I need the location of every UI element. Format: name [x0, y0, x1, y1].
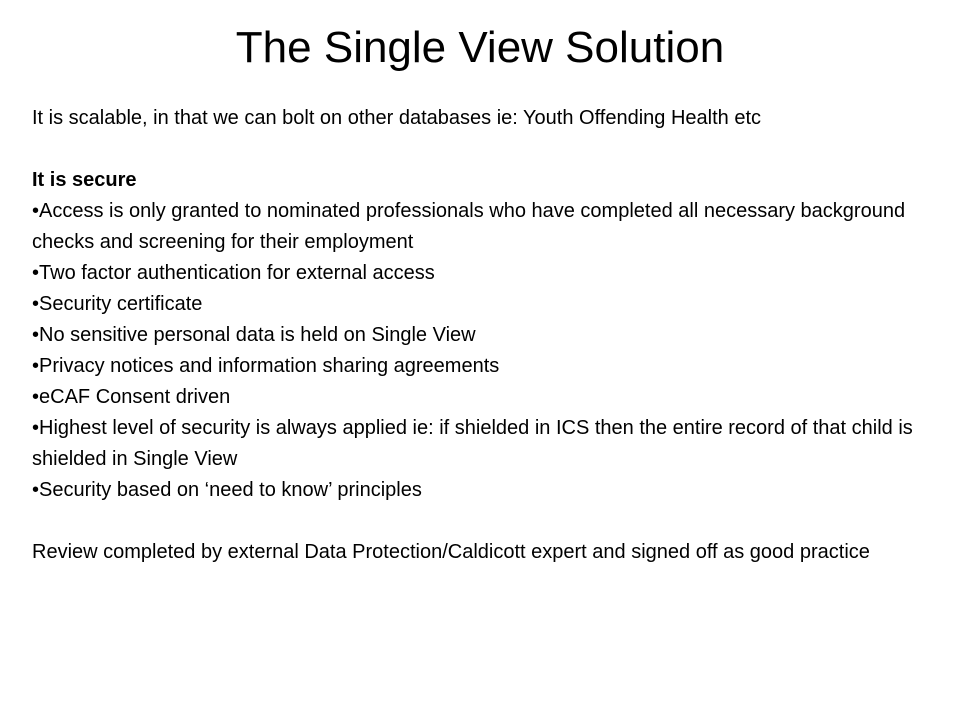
bullet-item — [32, 258, 957, 289]
bullet-text: Highest level of security is always applied ie: if shielded in ICS then the entire record of that child is shielded in Single View — [32, 417, 913, 470]
bullet-icon: • — [32, 417, 40, 439]
bullet-item — [32, 475, 957, 506]
bullet-text: Access is only granted to nominated professionals who have completed all necessary background checks and screening for their employment — [32, 200, 906, 253]
bullet-item — [32, 289, 957, 320]
bullet-text: Privacy notices and information sharing agreements — [39, 355, 500, 377]
bullet-icon: • — [32, 262, 40, 284]
review-paragraph: Review completed by external Data Protection/Caldicott expert and signed off as good practice — [32, 541, 870, 563]
bullet-text: eCAF Consent driven — [39, 386, 231, 408]
bullet-item — [32, 320, 957, 351]
bullet-text: Security certificate — [39, 293, 203, 315]
secure-heading: It is secure — [32, 169, 137, 191]
spacer — [32, 134, 957, 165]
scalable-paragraph: It is scalable, in that we can bolt on other databases ie: Youth Offending Health etc — [32, 107, 762, 129]
spacer — [32, 506, 957, 537]
bullet-text: No sensitive personal data is held on Single View — [39, 324, 476, 346]
security-bullet-list — [32, 196, 957, 506]
bullet-text: Security based on ‘need to know’ principles — [39, 479, 422, 501]
bullet-icon: • — [32, 293, 40, 315]
bullet-item — [32, 382, 957, 413]
bullet-text: Two factor authentication for external access — [39, 262, 435, 284]
bullet-item — [32, 196, 957, 258]
bullet-icon: • — [32, 479, 40, 501]
bullet-icon: • — [32, 324, 40, 346]
bullet-item — [32, 413, 957, 475]
bullet-icon: • — [32, 386, 40, 408]
bullet-icon: • — [32, 200, 40, 222]
slide-body — [32, 103, 957, 568]
bullet-item — [32, 351, 957, 382]
bullet-icon: • — [32, 355, 40, 377]
slide-title: The Single View Solution — [235, 23, 725, 72]
